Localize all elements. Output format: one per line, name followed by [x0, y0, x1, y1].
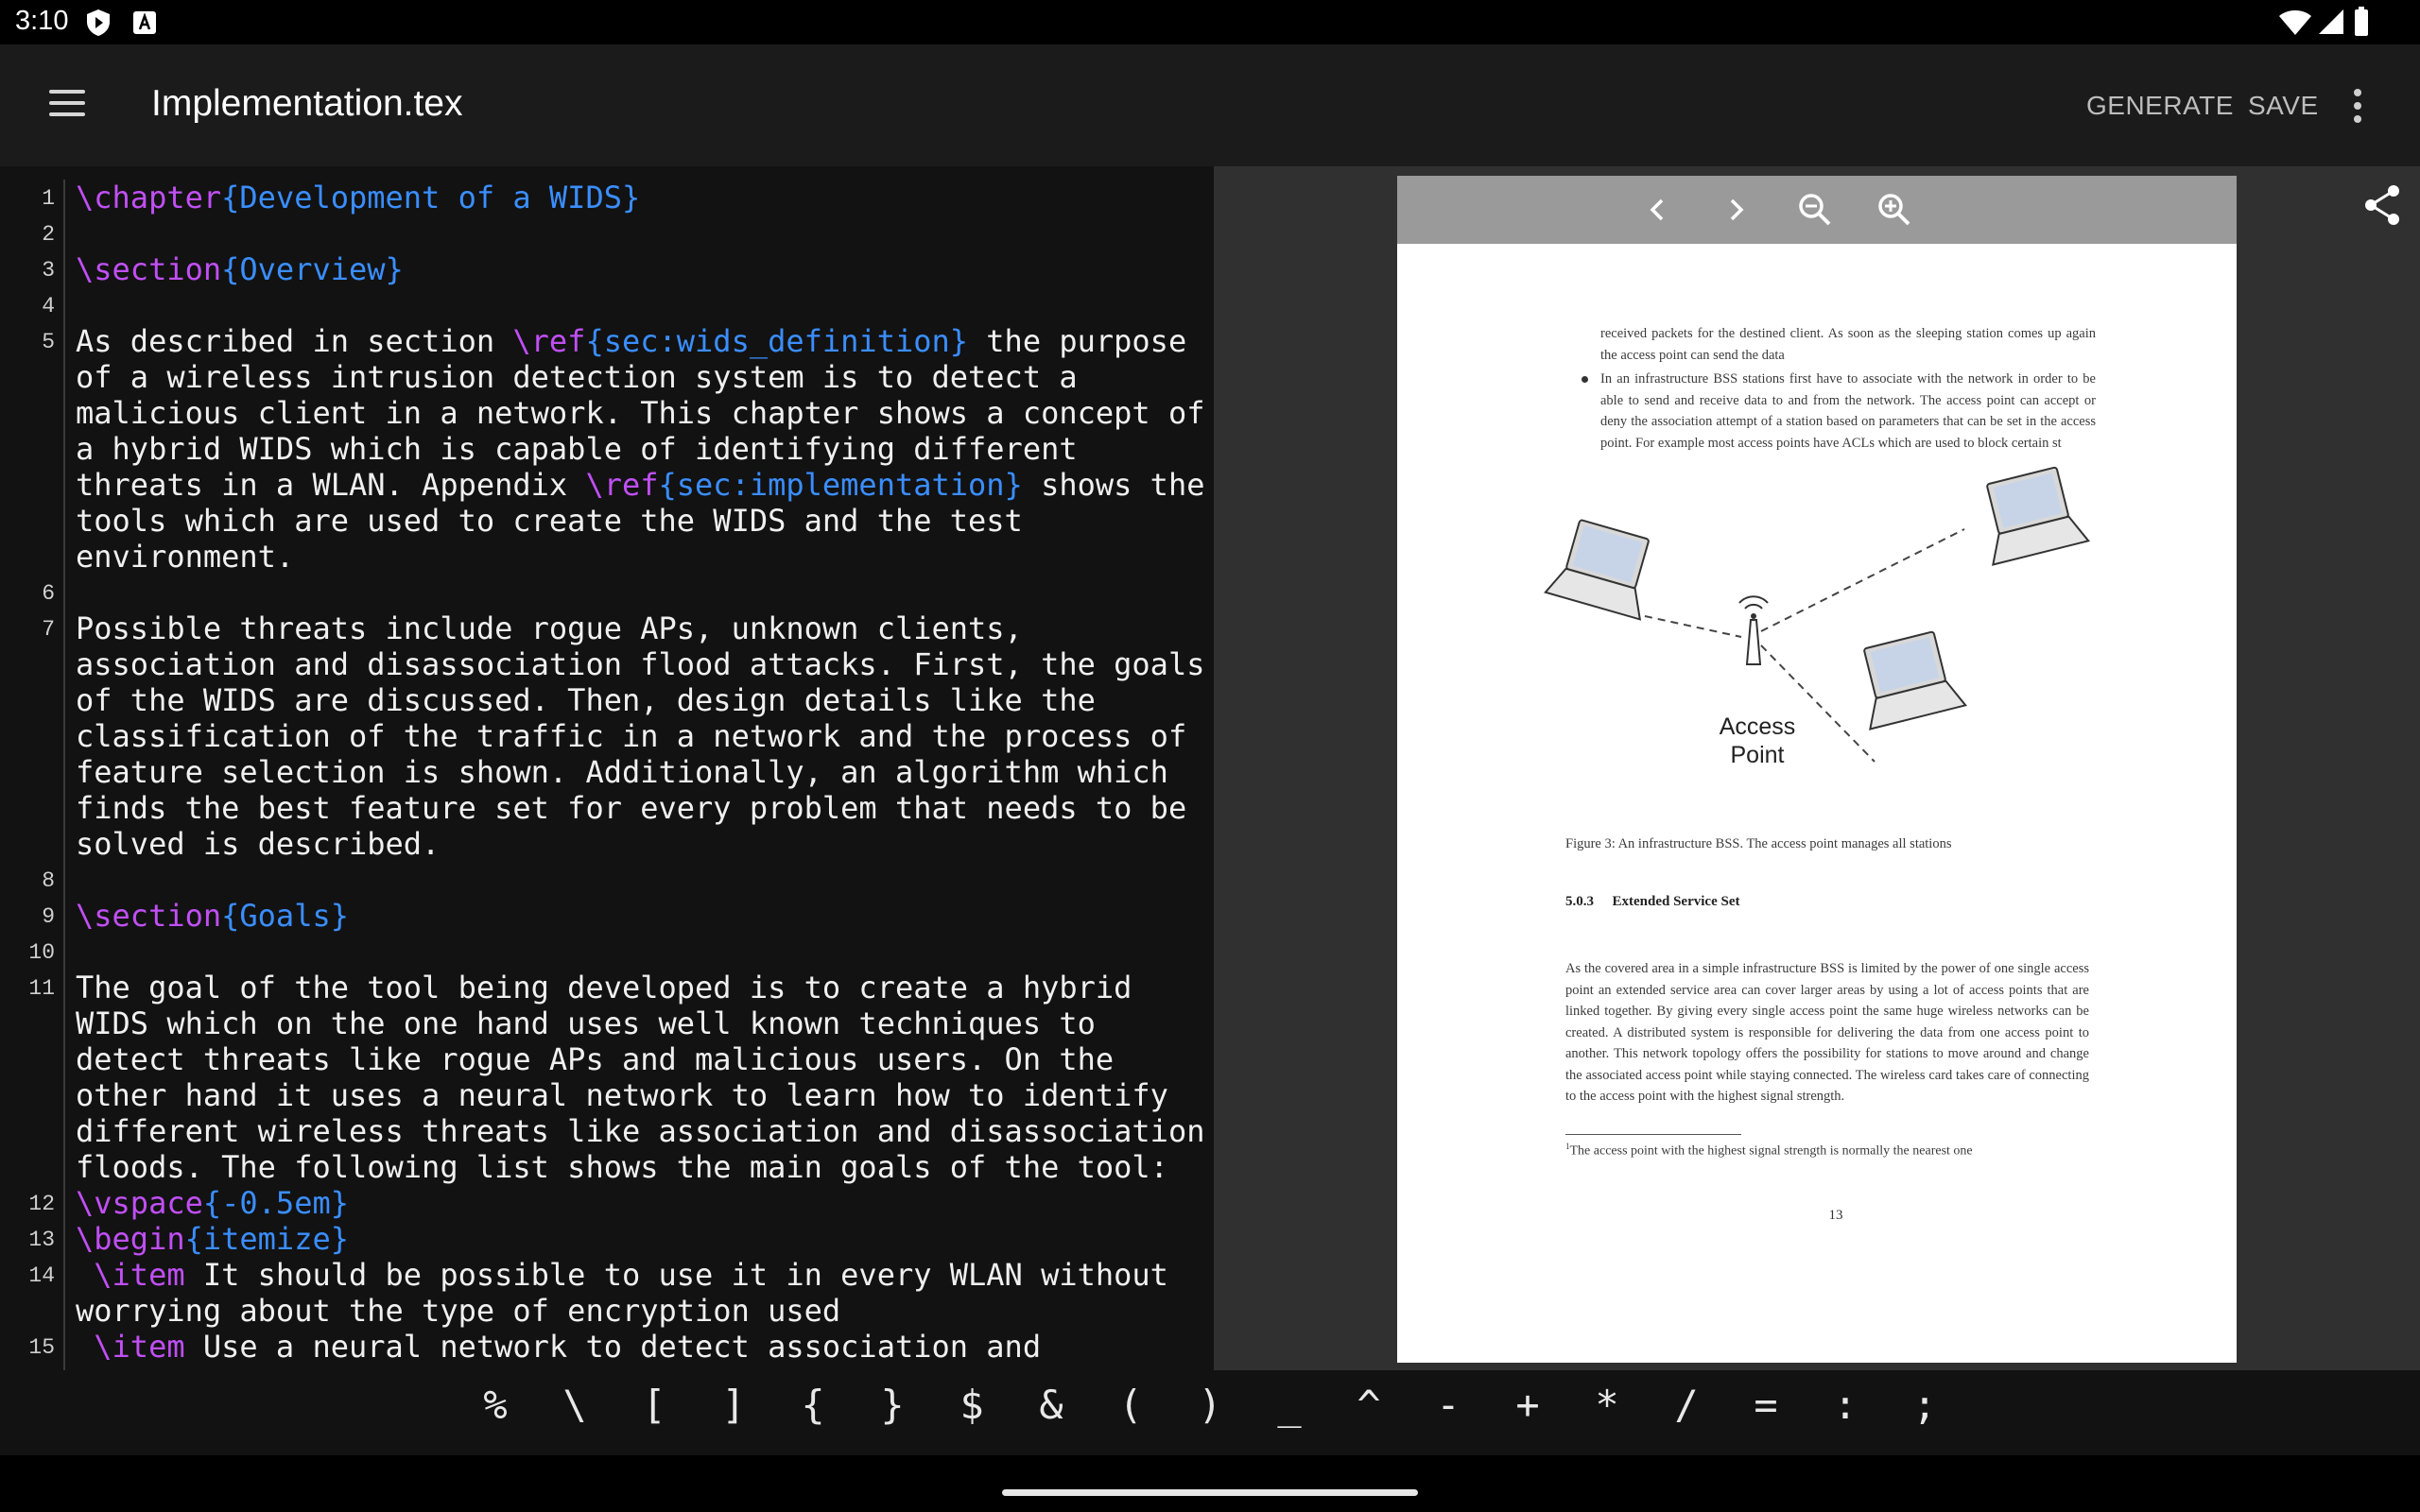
line-number: 8 — [42, 868, 55, 893]
code-line[interactable] — [76, 251, 404, 287]
line-number: 11 — [28, 976, 55, 1001]
symbol-key[interactable]: ( — [1118, 1382, 1143, 1428]
section-title: Extended Service Set — [1612, 894, 1740, 909]
latex-argument: {-0.5em} — [202, 1185, 349, 1221]
infrastructure-bss-figure — [1397, 461, 2237, 830]
battery-icon — [2354, 7, 2369, 41]
symbol-key[interactable]: + — [1515, 1382, 1540, 1428]
code-line[interactable] — [76, 970, 1204, 1185]
symbol-key[interactable]: [ — [642, 1382, 666, 1428]
symbol-key[interactable]: $ — [959, 1382, 984, 1428]
play-protect-icon — [85, 9, 112, 41]
page-paragraph-2: As the covered area in a simple infrastructure BSS is limited by the power of one single access point an extended service area can cover larger areas by using a lot of access points that are linked together. By giving every single access point the same huge wireless networks can be created. A distributed system is responsible for delivering the data from one access point to another. This network topology offers the possibility for stations to move around and change the associated access point while staying connected. The wireless card takes care of connecting to the access point with the highest signal strength. — [1565, 961, 2089, 1104]
line-number: 5 — [42, 330, 55, 354]
symbol-key[interactable]: \ — [562, 1382, 587, 1428]
page-paragraph: received packets for the destined client. As soon as the sleeping station comes up again the access point can send the data — [1600, 326, 2096, 363]
code-text: As described in section — [76, 323, 513, 359]
file-title: Implementation.tex — [151, 83, 463, 124]
line-number: 9 — [42, 904, 55, 929]
code-line[interactable] — [76, 898, 349, 934]
more-options-icon[interactable] — [2352, 89, 2363, 127]
footnote-rule — [1565, 1134, 1741, 1135]
code-line[interactable] — [76, 1185, 349, 1221]
code-line[interactable] — [76, 610, 1204, 862]
line-number: 15 — [28, 1335, 55, 1360]
line-number: 2 — [42, 222, 55, 247]
symbol-key[interactable]: = — [1754, 1382, 1778, 1428]
footnote-mark: 1 — [1565, 1142, 1570, 1151]
symbol-key[interactable]: : — [1833, 1382, 1858, 1428]
latex-command: \ref — [512, 323, 586, 359]
code-text: shows the tools which are used to create the WIDS and the test environment. — [76, 467, 1205, 575]
line-number: 1 — [42, 186, 55, 211]
navigation-bar — [0, 1455, 2420, 1512]
menu-icon[interactable] — [49, 90, 87, 118]
gutter-divider — [63, 180, 65, 1370]
latex-command: \item — [94, 1257, 185, 1293]
code-line[interactable] — [76, 1221, 349, 1257]
code-text: Use a neural network to detect association and — [184, 1329, 1042, 1365]
latex-command: \section — [76, 251, 222, 287]
section-number: 5.0.3 — [1565, 894, 1594, 909]
keyboard-a-icon — [132, 10, 157, 39]
previous-page-icon[interactable] — [1637, 189, 1679, 231]
preview-toolbar — [1397, 176, 2237, 244]
page-number: 13 — [1828, 1208, 1843, 1223]
share-icon[interactable] — [2360, 181, 2407, 229]
zoom-in-icon[interactable] — [1874, 189, 1915, 231]
code-text: It should be possible to use it in every WLAN without worrying about the type of encryption used — [76, 1257, 1168, 1329]
line-number: 6 — [42, 581, 55, 606]
latex-argument: {Overview} — [221, 251, 404, 287]
generate-button[interactable]: GENERATE — [2086, 91, 2234, 120]
zoom-out-icon[interactable] — [1794, 189, 1836, 231]
page-bullet-item: In an infrastructure BSS stations first have to associate with the network in order to be able to send and receive data to and from the network. The access point can accept or deny the association attempt of a station based on parameters that can be set in the access point. For example most access points have ACLs which are used to block certain st — [1600, 371, 2096, 451]
code-line[interactable] — [76, 180, 640, 215]
next-page-icon[interactable] — [1715, 189, 1756, 231]
latex-argument: {Goals} — [221, 898, 349, 934]
latex-command: \begin — [76, 1221, 185, 1257]
line-number: 12 — [28, 1192, 55, 1216]
code-text: Possible threats include rogue APs, unknown clients, association and disassociation flood attacks. First, the goals of the WIDS are discussed. Then, design details like the classification of the traffic in a network and the process of feature selection is shown. Additionally, an algorithm which finds the best feature set for every problem that needs to be solved is described. — [76, 610, 1205, 862]
latex-command: \chapter — [76, 180, 222, 215]
line-number: 7 — [42, 617, 55, 642]
figure-label — [1696, 713, 1819, 769]
status-bar — [0, 0, 2420, 44]
code-text: the purpose of a wireless intrusion detection system is to detect a malicious client in a network. This chapter shows a concept of a hybrid WIDS which is capable of identifying different threats in a WLAN. Appendix — [76, 323, 1205, 503]
symbol-key[interactable]: ) — [1198, 1382, 1222, 1428]
symbol-key[interactable]: ] — [721, 1382, 746, 1428]
line-number: 10 — [28, 940, 55, 965]
footnote-text: The access point with the highest signal strength is normally the nearest one — [1569, 1143, 1973, 1159]
save-button[interactable]: SAVE — [2248, 91, 2319, 120]
latex-command: \section — [76, 898, 222, 934]
home-gesture-handle[interactable] — [1002, 1489, 1418, 1496]
latex-command: \item — [94, 1329, 185, 1365]
pdf-page — [1397, 244, 2237, 1363]
code-text: The goal of the tool being developed is to create a hybrid WIDS which on the one hand uses well known techniques to detect threats like rogue APs and malicious users. On the other hand it uses a neural network to learn how to identify different wireless threats like association and disassociation floods. The following list shows the main goals of the tool: — [76, 970, 1205, 1185]
line-number: 14 — [28, 1263, 55, 1288]
status-time: 3:10 — [15, 6, 69, 36]
footnote — [1565, 1142, 1973, 1160]
figure-caption: Figure 3: An infrastructure BSS. The access point manages all stations — [1565, 836, 1952, 851]
figure-label-line2: Point — [1730, 742, 1785, 768]
symbol-key[interactable]: / — [1674, 1382, 1699, 1428]
symbol-key[interactable]: } — [880, 1382, 905, 1428]
wifi-icon — [2278, 9, 2312, 40]
laptop-bottom — [1851, 628, 1965, 730]
latex-argument: {sec:wids_definition} — [585, 323, 969, 359]
code-line[interactable] — [76, 1329, 1041, 1365]
symbol-key[interactable]: % — [483, 1382, 508, 1428]
symbol-key[interactable]: ; — [1912, 1382, 1937, 1428]
line-number: 13 — [28, 1228, 55, 1252]
latex-command: \ref — [585, 467, 659, 503]
symbol-toolbar — [0, 1370, 2420, 1455]
line-number: 4 — [42, 294, 55, 318]
symbol-key[interactable]: { — [801, 1382, 825, 1428]
code-line[interactable] — [76, 323, 1204, 575]
laptop-right — [1974, 464, 2088, 565]
code-line[interactable] — [76, 1257, 1168, 1329]
code-text — [76, 1257, 94, 1293]
symbol-key[interactable]: _ — [1277, 1382, 1302, 1428]
code-editor[interactable] — [0, 166, 1214, 1370]
symbol-key[interactable]: * — [1595, 1382, 1619, 1428]
symbol-key[interactable]: - — [1436, 1382, 1461, 1428]
pdf-preview-panel — [1214, 166, 2420, 1370]
latex-command: \vspace — [76, 1185, 203, 1221]
latex-argument: {Development of a WIDS} — [221, 180, 641, 215]
cell-signal-icon — [2318, 9, 2344, 39]
code-text — [76, 1329, 94, 1365]
symbol-key[interactable]: & — [1039, 1382, 1063, 1428]
symbol-key[interactable]: ^ — [1357, 1382, 1381, 1428]
latex-argument: {itemize} — [184, 1221, 349, 1257]
latex-argument: {sec:implementation} — [658, 467, 1023, 503]
laptop-left — [1546, 516, 1662, 619]
figure-label-line1: Access — [1719, 713, 1796, 740]
line-number: 3 — [42, 258, 55, 283]
bullet-dot — [1582, 376, 1588, 383]
section-heading — [1565, 894, 1739, 910]
